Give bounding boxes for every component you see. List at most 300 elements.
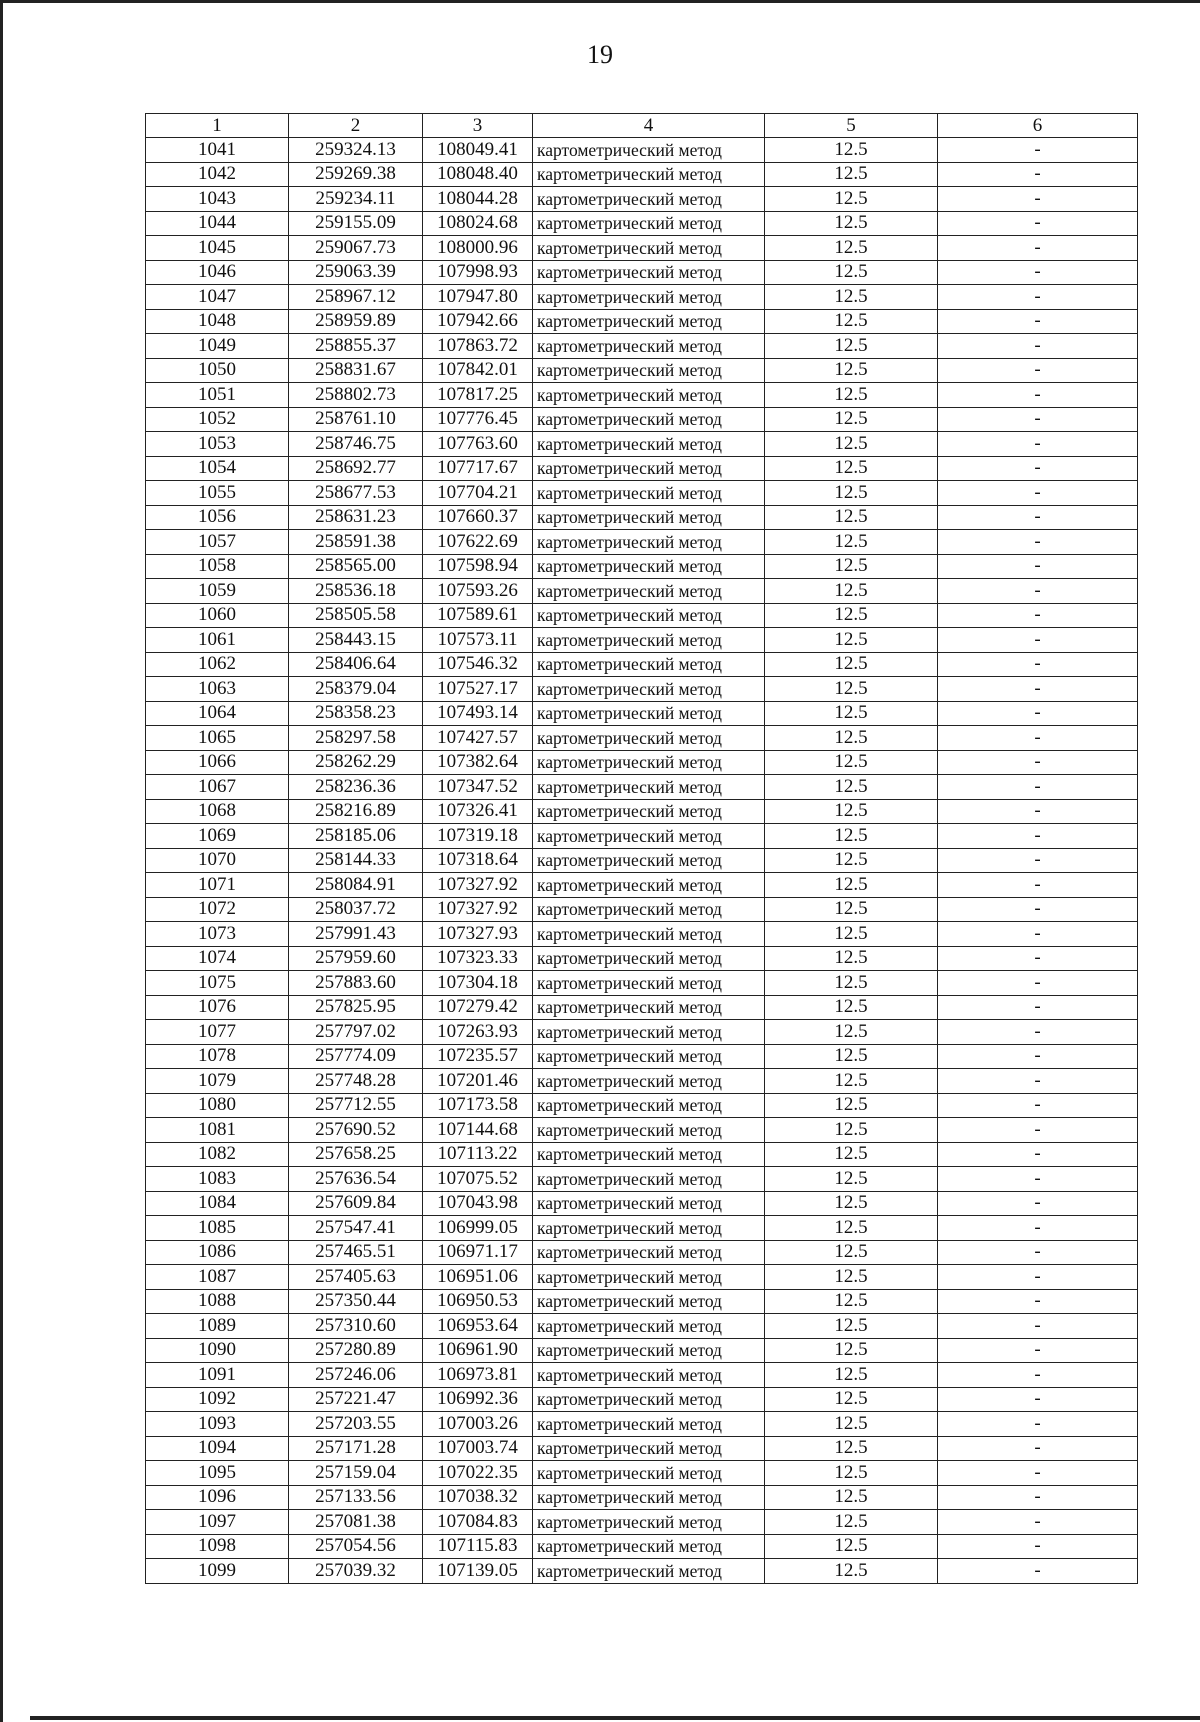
- accuracy-cell: 12.5: [765, 358, 938, 383]
- y-coordinate-cell: 107173.58: [423, 1093, 533, 1118]
- accuracy-cell: 12.5: [765, 677, 938, 702]
- x-coordinate-cell: 258505.58: [289, 603, 423, 628]
- method-cell: картометрический метод: [533, 383, 765, 408]
- method-cell: картометрический метод: [533, 873, 765, 898]
- y-coordinate-cell: 106953.64: [423, 1314, 533, 1339]
- table-row: [146, 1240, 1138, 1265]
- y-coordinate-cell: 107817.25: [423, 383, 533, 408]
- table-row: [146, 1020, 1138, 1045]
- point-number-cell: 1042: [146, 162, 289, 187]
- y-coordinate-cell: 107546.32: [423, 652, 533, 677]
- method-cell: картометрический метод: [533, 946, 765, 971]
- point-number-cell: 1099: [146, 1559, 289, 1584]
- table-row: [146, 873, 1138, 898]
- table-row: [146, 677, 1138, 702]
- point-number-cell: 1093: [146, 1412, 289, 1437]
- method-cell: картометрический метод: [533, 138, 765, 163]
- accuracy-cell: 12.5: [765, 1534, 938, 1559]
- x-coordinate-cell: 257221.47: [289, 1387, 423, 1412]
- scan-border-left: [0, 0, 3, 1722]
- note-cell: -: [938, 652, 1138, 677]
- note-cell: -: [938, 1485, 1138, 1510]
- table-row: [146, 1191, 1138, 1216]
- accuracy-cell: 12.5: [765, 260, 938, 285]
- point-number-cell: 1055: [146, 481, 289, 506]
- note-cell: -: [938, 628, 1138, 653]
- note-cell: -: [938, 1191, 1138, 1216]
- method-cell: картометрический метод: [533, 1167, 765, 1192]
- y-coordinate-cell: 106992.36: [423, 1387, 533, 1412]
- x-coordinate-cell: 258297.58: [289, 726, 423, 751]
- method-cell: картометрический метод: [533, 1044, 765, 1069]
- x-coordinate-cell: 258761.10: [289, 407, 423, 432]
- method-cell: картометрический метод: [533, 1387, 765, 1412]
- y-coordinate-cell: 107622.69: [423, 530, 533, 555]
- accuracy-cell: 12.5: [765, 1485, 938, 1510]
- note-cell: -: [938, 1314, 1138, 1339]
- method-cell: картометрический метод: [533, 1265, 765, 1290]
- x-coordinate-cell: 257350.44: [289, 1289, 423, 1314]
- point-number-cell: 1056: [146, 505, 289, 530]
- accuracy-cell: 12.5: [765, 1363, 938, 1388]
- x-coordinate-cell: 259067.73: [289, 236, 423, 261]
- point-number-cell: 1097: [146, 1510, 289, 1535]
- accuracy-cell: 12.5: [765, 481, 938, 506]
- note-cell: -: [938, 1216, 1138, 1241]
- accuracy-cell: 12.5: [765, 750, 938, 775]
- y-coordinate-cell: 108049.41: [423, 138, 533, 163]
- table-row: [146, 1510, 1138, 1535]
- accuracy-cell: 12.5: [765, 285, 938, 310]
- y-coordinate-cell: 107327.93: [423, 922, 533, 947]
- y-coordinate-cell: 107304.18: [423, 971, 533, 996]
- method-cell: картометрический метод: [533, 1461, 765, 1486]
- x-coordinate-cell: 259324.13: [289, 138, 423, 163]
- accuracy-cell: 12.5: [765, 1044, 938, 1069]
- note-cell: -: [938, 1338, 1138, 1363]
- note-cell: -: [938, 775, 1138, 800]
- point-number-cell: 1057: [146, 530, 289, 555]
- x-coordinate-cell: 258959.89: [289, 309, 423, 334]
- table-row: [146, 701, 1138, 726]
- point-number-cell: 1077: [146, 1020, 289, 1045]
- y-coordinate-cell: 107947.80: [423, 285, 533, 310]
- x-coordinate-cell: 257991.43: [289, 922, 423, 947]
- note-cell: -: [938, 432, 1138, 457]
- x-coordinate-cell: 257405.63: [289, 1265, 423, 1290]
- x-coordinate-cell: 258631.23: [289, 505, 423, 530]
- method-cell: картометрический метод: [533, 1485, 765, 1510]
- note-cell: -: [938, 799, 1138, 824]
- y-coordinate-cell: 107003.26: [423, 1412, 533, 1437]
- column-header: 3: [423, 114, 533, 138]
- method-cell: картометрический метод: [533, 1191, 765, 1216]
- point-number-cell: 1076: [146, 995, 289, 1020]
- table-row: [146, 358, 1138, 383]
- y-coordinate-cell: 106971.17: [423, 1240, 533, 1265]
- note-cell: -: [938, 334, 1138, 359]
- y-coordinate-cell: 107003.74: [423, 1436, 533, 1461]
- table-row: [146, 554, 1138, 579]
- method-cell: картометрический метод: [533, 530, 765, 555]
- x-coordinate-cell: 259063.39: [289, 260, 423, 285]
- y-coordinate-cell: 107139.05: [423, 1559, 533, 1584]
- y-coordinate-cell: 107842.01: [423, 358, 533, 383]
- x-coordinate-cell: 258358.23: [289, 701, 423, 726]
- y-coordinate-cell: 107279.42: [423, 995, 533, 1020]
- y-coordinate-cell: 106999.05: [423, 1216, 533, 1241]
- accuracy-cell: 12.5: [765, 1191, 938, 1216]
- accuracy-cell: 12.5: [765, 1118, 938, 1143]
- y-coordinate-cell: 107382.64: [423, 750, 533, 775]
- coordinates-table: [145, 113, 1138, 1584]
- point-number-cell: 1050: [146, 358, 289, 383]
- note-cell: -: [938, 407, 1138, 432]
- note-cell: -: [938, 848, 1138, 873]
- note-cell: -: [938, 603, 1138, 628]
- point-number-cell: 1067: [146, 775, 289, 800]
- method-cell: картометрический метод: [533, 1534, 765, 1559]
- y-coordinate-cell: 108000.96: [423, 236, 533, 261]
- y-coordinate-cell: 106951.06: [423, 1265, 533, 1290]
- note-cell: -: [938, 285, 1138, 310]
- accuracy-cell: 12.5: [765, 1338, 938, 1363]
- note-cell: -: [938, 187, 1138, 212]
- x-coordinate-cell: 257133.56: [289, 1485, 423, 1510]
- note-cell: -: [938, 1093, 1138, 1118]
- method-cell: картометрический метод: [533, 995, 765, 1020]
- method-cell: картометрический метод: [533, 554, 765, 579]
- accuracy-cell: 12.5: [765, 799, 938, 824]
- note-cell: -: [938, 579, 1138, 604]
- x-coordinate-cell: 258037.72: [289, 897, 423, 922]
- accuracy-cell: 12.5: [765, 1216, 938, 1241]
- method-cell: картометрический метод: [533, 1436, 765, 1461]
- point-number-cell: 1074: [146, 946, 289, 971]
- method-cell: картометрический метод: [533, 1240, 765, 1265]
- point-number-cell: 1071: [146, 873, 289, 898]
- point-number-cell: 1075: [146, 971, 289, 996]
- y-coordinate-cell: 107593.26: [423, 579, 533, 604]
- accuracy-cell: 12.5: [765, 726, 938, 751]
- column-header: 4: [533, 114, 765, 138]
- point-number-cell: 1081: [146, 1118, 289, 1143]
- accuracy-cell: 12.5: [765, 1461, 938, 1486]
- column-header: 1: [146, 114, 289, 138]
- accuracy-cell: 12.5: [765, 236, 938, 261]
- accuracy-cell: 12.5: [765, 1167, 938, 1192]
- column-header: 5: [765, 114, 938, 138]
- method-cell: картометрический метод: [533, 1093, 765, 1118]
- table-row: [146, 1436, 1138, 1461]
- note-cell: -: [938, 1118, 1138, 1143]
- accuracy-cell: 12.5: [765, 873, 938, 898]
- note-cell: -: [938, 1363, 1138, 1388]
- note-cell: -: [938, 1534, 1138, 1559]
- table-row: [146, 652, 1138, 677]
- point-number-cell: 1043: [146, 187, 289, 212]
- table-row: [146, 1265, 1138, 1290]
- accuracy-cell: 12.5: [765, 1436, 938, 1461]
- method-cell: картометрический метод: [533, 309, 765, 334]
- point-number-cell: 1085: [146, 1216, 289, 1241]
- method-cell: картометрический метод: [533, 603, 765, 628]
- accuracy-cell: 12.5: [765, 456, 938, 481]
- x-coordinate-cell: 257797.02: [289, 1020, 423, 1045]
- method-cell: картометрический метод: [533, 358, 765, 383]
- point-number-cell: 1046: [146, 260, 289, 285]
- point-number-cell: 1053: [146, 432, 289, 457]
- x-coordinate-cell: 258692.77: [289, 456, 423, 481]
- accuracy-cell: 12.5: [765, 162, 938, 187]
- note-cell: -: [938, 726, 1138, 751]
- y-coordinate-cell: 107201.46: [423, 1069, 533, 1094]
- x-coordinate-cell: 257280.89: [289, 1338, 423, 1363]
- accuracy-cell: 12.5: [765, 628, 938, 653]
- table-row: [146, 211, 1138, 236]
- note-cell: -: [938, 1167, 1138, 1192]
- x-coordinate-cell: 258144.33: [289, 848, 423, 873]
- note-cell: -: [938, 162, 1138, 187]
- point-number-cell: 1063: [146, 677, 289, 702]
- method-cell: картометрический метод: [533, 481, 765, 506]
- method-cell: картометрический метод: [533, 1216, 765, 1241]
- note-cell: -: [938, 1265, 1138, 1290]
- note-cell: -: [938, 897, 1138, 922]
- method-cell: картометрический метод: [533, 750, 765, 775]
- method-cell: картометрический метод: [533, 1559, 765, 1584]
- note-cell: -: [938, 383, 1138, 408]
- method-cell: картометрический метод: [533, 848, 765, 873]
- point-number-cell: 1079: [146, 1069, 289, 1094]
- table-row: [146, 897, 1138, 922]
- table-row: [146, 628, 1138, 653]
- note-cell: -: [938, 1436, 1138, 1461]
- table-row: [146, 407, 1138, 432]
- table-row: [146, 848, 1138, 873]
- table-row: [146, 1093, 1138, 1118]
- x-coordinate-cell: 258084.91: [289, 873, 423, 898]
- note-cell: -: [938, 677, 1138, 702]
- note-cell: -: [938, 1461, 1138, 1486]
- method-cell: картометрический метод: [533, 1338, 765, 1363]
- accuracy-cell: 12.5: [765, 971, 938, 996]
- accuracy-cell: 12.5: [765, 1240, 938, 1265]
- x-coordinate-cell: 257690.52: [289, 1118, 423, 1143]
- x-coordinate-cell: 259269.38: [289, 162, 423, 187]
- y-coordinate-cell: 107573.11: [423, 628, 533, 653]
- table-body: [146, 138, 1138, 1584]
- point-number-cell: 1091: [146, 1363, 289, 1388]
- table-row: [146, 334, 1138, 359]
- note-cell: -: [938, 456, 1138, 481]
- table-row: [146, 383, 1138, 408]
- point-number-cell: 1045: [146, 236, 289, 261]
- method-cell: картометрический метод: [533, 701, 765, 726]
- note-cell: -: [938, 236, 1138, 261]
- table-row: [146, 750, 1138, 775]
- point-number-cell: 1064: [146, 701, 289, 726]
- table-row: [146, 138, 1138, 163]
- table-row: [146, 505, 1138, 530]
- point-number-cell: 1087: [146, 1265, 289, 1290]
- table-row: [146, 1216, 1138, 1241]
- point-number-cell: 1052: [146, 407, 289, 432]
- x-coordinate-cell: 257310.60: [289, 1314, 423, 1339]
- y-coordinate-cell: 107323.33: [423, 946, 533, 971]
- method-cell: картометрический метод: [533, 897, 765, 922]
- method-cell: картометрический метод: [533, 775, 765, 800]
- note-cell: -: [938, 481, 1138, 506]
- note-cell: -: [938, 260, 1138, 285]
- x-coordinate-cell: 257465.51: [289, 1240, 423, 1265]
- method-cell: картометрический метод: [533, 922, 765, 947]
- note-cell: -: [938, 1387, 1138, 1412]
- table-row: [146, 1387, 1138, 1412]
- note-cell: -: [938, 358, 1138, 383]
- accuracy-cell: 12.5: [765, 530, 938, 555]
- note-cell: -: [938, 995, 1138, 1020]
- point-number-cell: 1098: [146, 1534, 289, 1559]
- x-coordinate-cell: 258802.73: [289, 383, 423, 408]
- method-cell: картометрический метод: [533, 1069, 765, 1094]
- accuracy-cell: 12.5: [765, 432, 938, 457]
- accuracy-cell: 12.5: [765, 1265, 938, 1290]
- y-coordinate-cell: 107704.21: [423, 481, 533, 506]
- point-number-cell: 1096: [146, 1485, 289, 1510]
- x-coordinate-cell: 258855.37: [289, 334, 423, 359]
- y-coordinate-cell: 107043.98: [423, 1191, 533, 1216]
- y-coordinate-cell: 107598.94: [423, 554, 533, 579]
- point-number-cell: 1084: [146, 1191, 289, 1216]
- accuracy-cell: 12.5: [765, 211, 938, 236]
- accuracy-cell: 12.5: [765, 579, 938, 604]
- table-row: [146, 1559, 1138, 1584]
- x-coordinate-cell: 257039.32: [289, 1559, 423, 1584]
- x-coordinate-cell: 257054.56: [289, 1534, 423, 1559]
- table-row: [146, 824, 1138, 849]
- table-row: [146, 1167, 1138, 1192]
- accuracy-cell: 12.5: [765, 1093, 938, 1118]
- y-coordinate-cell: 108024.68: [423, 211, 533, 236]
- accuracy-cell: 12.5: [765, 505, 938, 530]
- point-number-cell: 1069: [146, 824, 289, 849]
- point-number-cell: 1041: [146, 138, 289, 163]
- x-coordinate-cell: 257748.28: [289, 1069, 423, 1094]
- method-cell: картометрический метод: [533, 824, 765, 849]
- point-number-cell: 1070: [146, 848, 289, 873]
- y-coordinate-cell: 107863.72: [423, 334, 533, 359]
- table-row: [146, 1289, 1138, 1314]
- table-row: [146, 799, 1138, 824]
- point-number-cell: 1080: [146, 1093, 289, 1118]
- x-coordinate-cell: 257959.60: [289, 946, 423, 971]
- note-cell: -: [938, 1069, 1138, 1094]
- point-number-cell: 1073: [146, 922, 289, 947]
- method-cell: картометрический метод: [533, 505, 765, 530]
- y-coordinate-cell: 107427.57: [423, 726, 533, 751]
- x-coordinate-cell: 257609.84: [289, 1191, 423, 1216]
- point-number-cell: 1061: [146, 628, 289, 653]
- scan-border-bottom: [30, 1716, 1200, 1720]
- x-coordinate-cell: 258236.36: [289, 775, 423, 800]
- accuracy-cell: 12.5: [765, 922, 938, 947]
- table-row: [146, 1118, 1138, 1143]
- note-cell: -: [938, 138, 1138, 163]
- method-cell: картометрический метод: [533, 1412, 765, 1437]
- y-coordinate-cell: 107084.83: [423, 1510, 533, 1535]
- note-cell: -: [938, 1412, 1138, 1437]
- x-coordinate-cell: 258262.29: [289, 750, 423, 775]
- x-coordinate-cell: 258379.04: [289, 677, 423, 702]
- point-number-cell: 1066: [146, 750, 289, 775]
- method-cell: картометрический метод: [533, 677, 765, 702]
- y-coordinate-cell: 107493.14: [423, 701, 533, 726]
- y-coordinate-cell: 107113.22: [423, 1142, 533, 1167]
- table-row: [146, 260, 1138, 285]
- method-cell: картометрический метод: [533, 211, 765, 236]
- point-number-cell: 1051: [146, 383, 289, 408]
- point-number-cell: 1054: [146, 456, 289, 481]
- table-row: [146, 1534, 1138, 1559]
- method-cell: картометрический метод: [533, 1142, 765, 1167]
- method-cell: картометрический метод: [533, 1510, 765, 1535]
- page-number: 19: [587, 40, 613, 69]
- note-cell: -: [938, 309, 1138, 334]
- y-coordinate-cell: 107038.32: [423, 1485, 533, 1510]
- x-coordinate-cell: 257159.04: [289, 1461, 423, 1486]
- point-number-cell: 1083: [146, 1167, 289, 1192]
- point-number-cell: 1092: [146, 1387, 289, 1412]
- accuracy-cell: 12.5: [765, 1387, 938, 1412]
- accuracy-cell: 12.5: [765, 995, 938, 1020]
- point-number-cell: 1044: [146, 211, 289, 236]
- method-cell: картометрический метод: [533, 1289, 765, 1314]
- point-number-cell: 1049: [146, 334, 289, 359]
- note-cell: -: [938, 1044, 1138, 1069]
- table-row: [146, 1338, 1138, 1363]
- method-cell: картометрический метод: [533, 652, 765, 677]
- x-coordinate-cell: 258831.67: [289, 358, 423, 383]
- y-coordinate-cell: 107776.45: [423, 407, 533, 432]
- method-cell: картометрический метод: [533, 162, 765, 187]
- method-cell: картометрический метод: [533, 579, 765, 604]
- y-coordinate-cell: 107527.17: [423, 677, 533, 702]
- x-coordinate-cell: 258406.64: [289, 652, 423, 677]
- x-coordinate-cell: 258443.15: [289, 628, 423, 653]
- table-row: [146, 481, 1138, 506]
- y-coordinate-cell: 107589.61: [423, 603, 533, 628]
- point-number-cell: 1072: [146, 897, 289, 922]
- y-coordinate-cell: 107318.64: [423, 848, 533, 873]
- note-cell: -: [938, 1510, 1138, 1535]
- table-row: [146, 1461, 1138, 1486]
- y-coordinate-cell: 107942.66: [423, 309, 533, 334]
- note-cell: -: [938, 922, 1138, 947]
- x-coordinate-cell: 259234.11: [289, 187, 423, 212]
- note-cell: -: [938, 1142, 1138, 1167]
- point-number-cell: 1047: [146, 285, 289, 310]
- table-row: [146, 456, 1138, 481]
- x-coordinate-cell: 257658.25: [289, 1142, 423, 1167]
- accuracy-cell: 12.5: [765, 309, 938, 334]
- y-coordinate-cell: 108048.40: [423, 162, 533, 187]
- y-coordinate-cell: 107763.60: [423, 432, 533, 457]
- point-number-cell: 1089: [146, 1314, 289, 1339]
- method-cell: картометрический метод: [533, 1314, 765, 1339]
- table-row: [146, 162, 1138, 187]
- note-cell: -: [938, 824, 1138, 849]
